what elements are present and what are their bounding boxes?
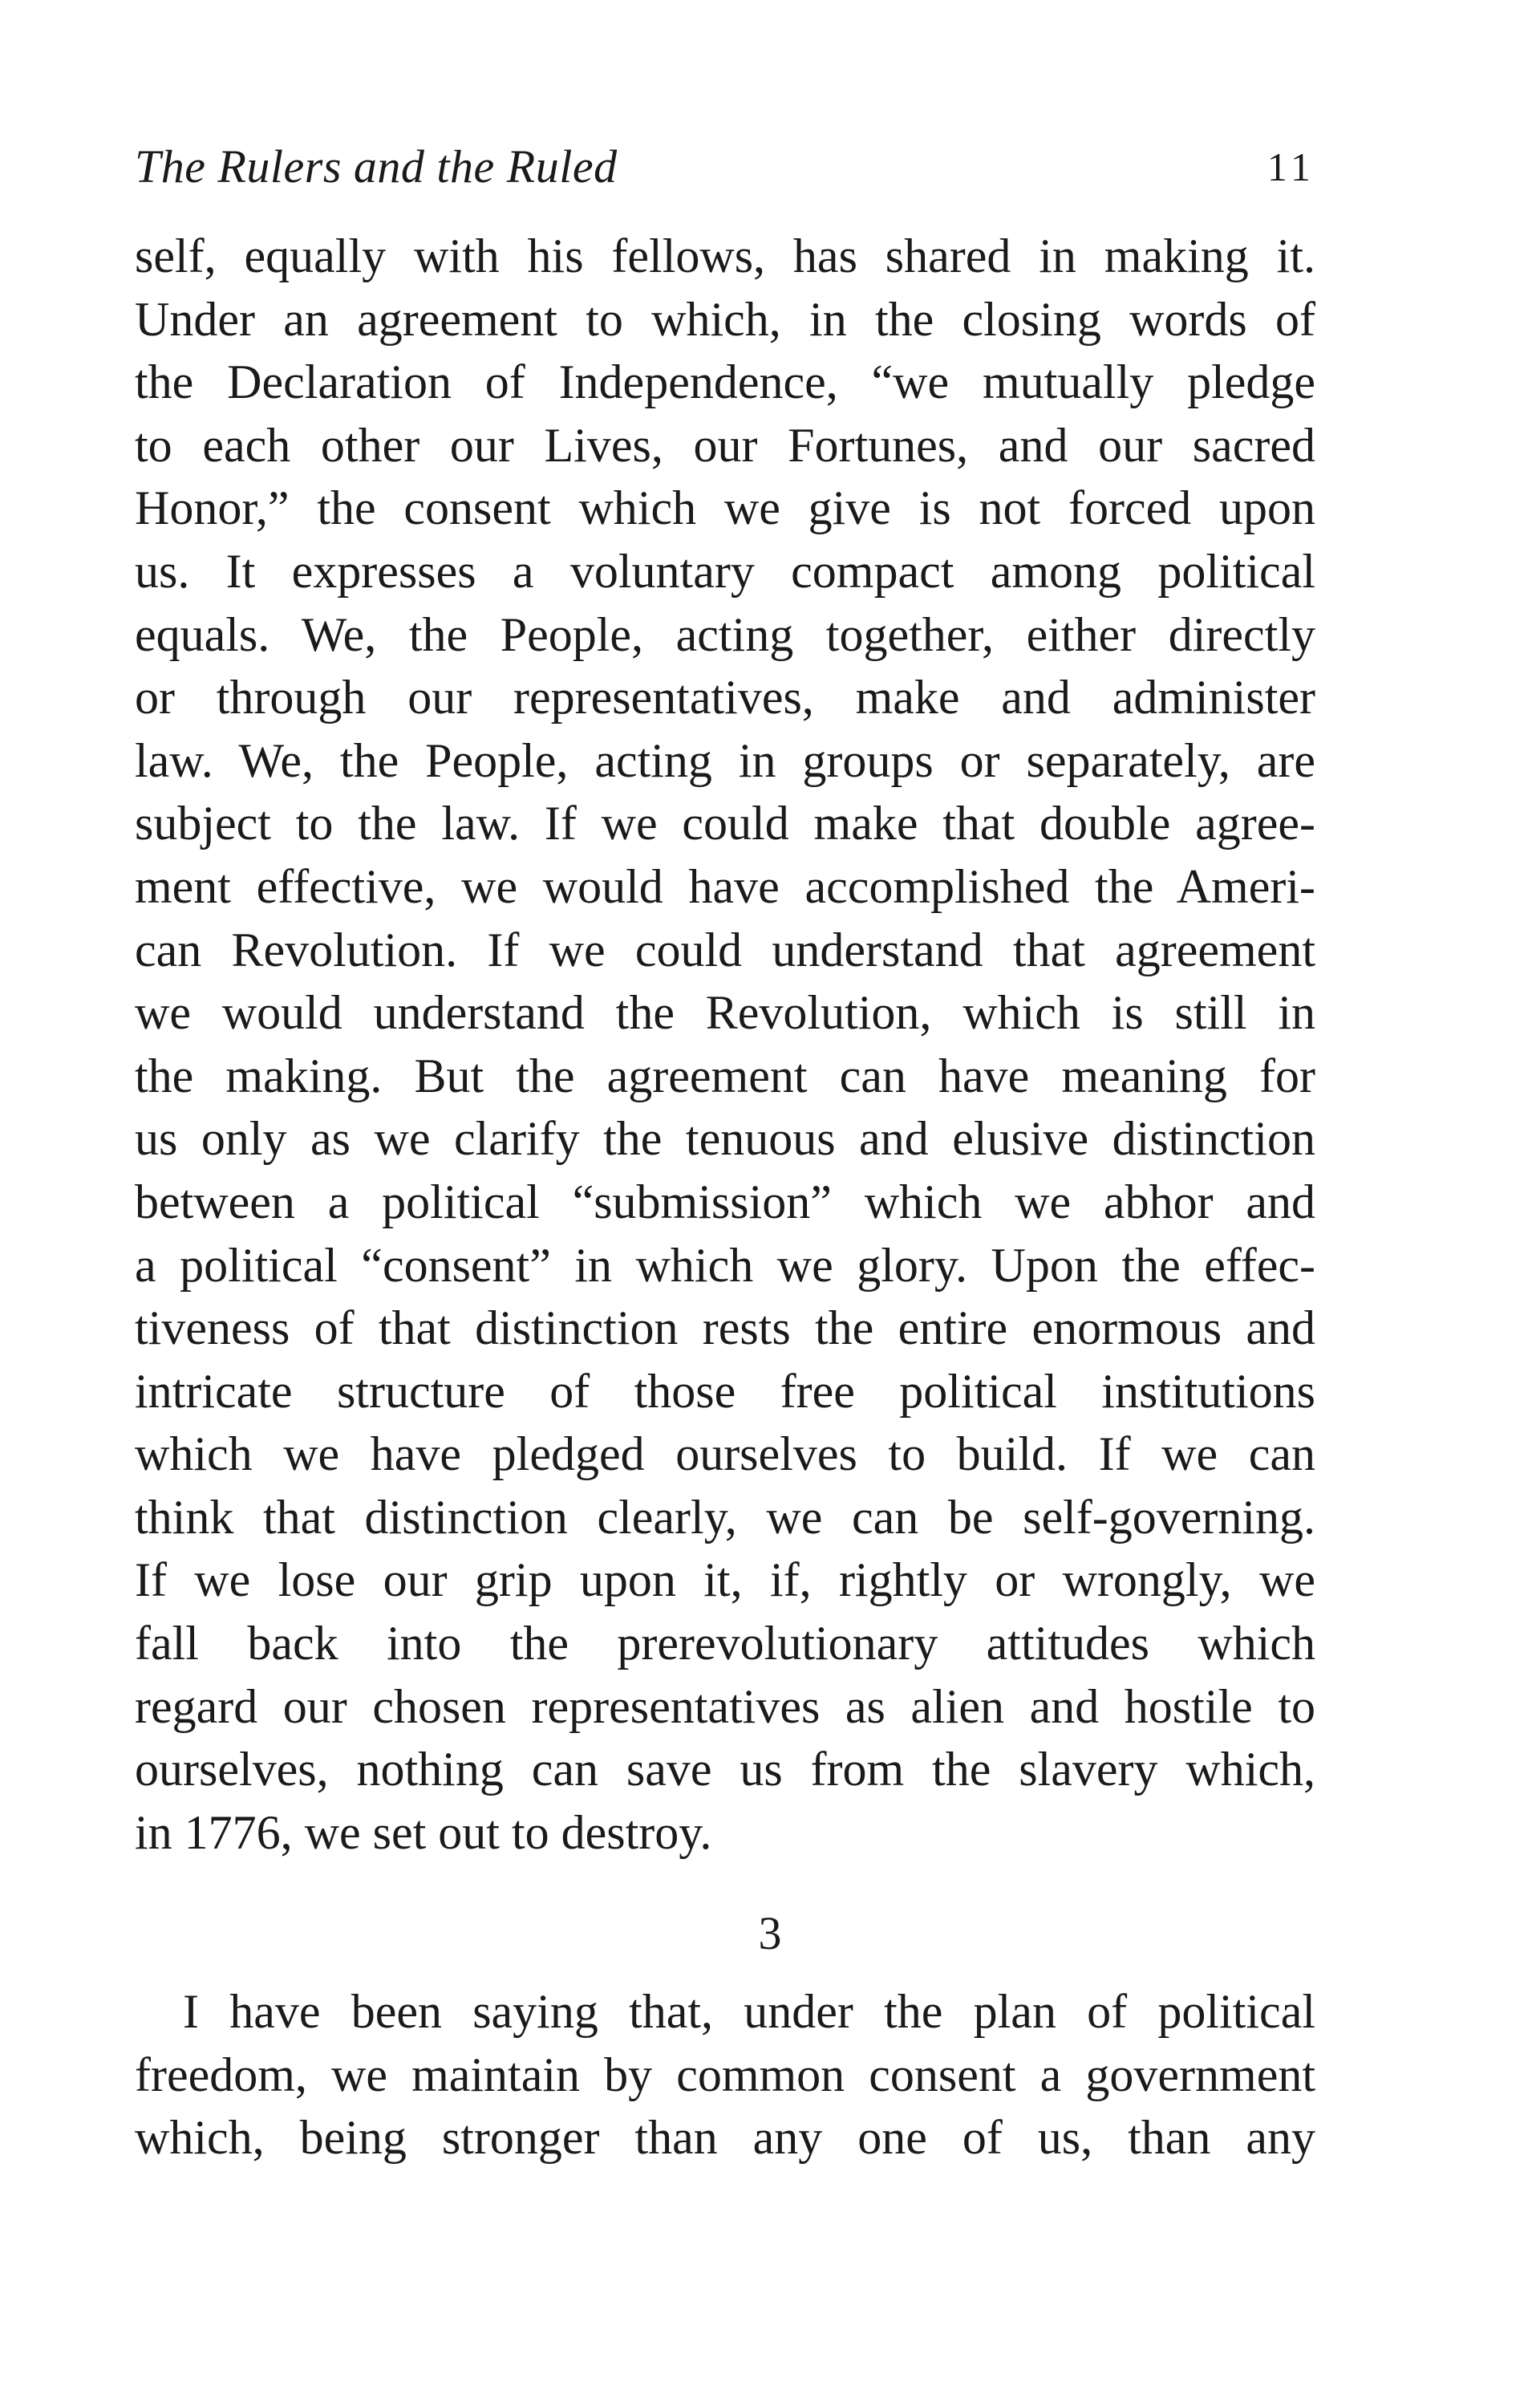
text-line: Honor,” the consent which we give is not forced upon [135,481,1315,535]
text-line: can Revolution. If we could understand that agreement [135,923,1315,976]
text-line: If we lose our grip upon it, if, rightly or wrongly, we [135,1553,1315,1607]
section-number: 3 [758,1907,782,1959]
text-line: which, being stronger than any one of us, than any [135,2111,1315,2165]
text-line: the making. But the agreement can have meaning for [135,1049,1315,1102]
text-line: law. We, the People, acting in groups or separately, are [135,733,1315,787]
text-line: subject to the law. If we could make that double agree- [135,797,1315,850]
paragraph-2 [135,1980,1315,2170]
text-line: ment effective, we would have accomplished the Ameri- [135,859,1315,913]
text-line: regard our chosen representatives as alien and hostile to [135,1679,1315,1733]
text-line: Under an agreement to which, in the closing words of [135,292,1315,346]
paragraph-1 [135,225,1315,1864]
text-line: we would understand the Revolution, which is still in [135,986,1315,1040]
running-head-title: The Rulers and the Ruled [135,140,618,193]
text-line: equals. We, the People, acting together, either directly [135,607,1315,661]
text-line: freedom, we maintain by common consent a government [135,2048,1315,2101]
running-head [135,135,1315,199]
text-line: tiveness of that distinction rests the entire enormous and [135,1301,1315,1355]
text-line: fall back into the prerevolutionary attitudes which [135,1617,1315,1670]
text-line: us only as we clarify the tenuous and elusive distinction [135,1112,1315,1166]
text-line: think that distinction clearly, we can be self-governing. [135,1490,1315,1544]
text-line: between a political “submission” which we abhor and [135,1175,1315,1228]
text-line: the Declaration of Independence, “we mutually pledge [135,355,1315,409]
text-line: to each other our Lives, our Fortunes, and our sacred [135,418,1315,472]
text-line: in 1776, we set out to destroy. [135,1805,712,1859]
text-line: us. It expresses a voluntary compact among political [135,544,1315,598]
page-number: 11 [1266,144,1315,189]
text-line: I have been saying that, under the plan of political [183,1985,1315,2038]
text-line: self, equally with his fellows, has shared in making it. [135,229,1315,282]
text-line: intricate structure of those free political institutions [135,1364,1315,1418]
text-line: which we have pledged ourselves to build. If we can [135,1427,1315,1481]
text-line: ourselves, nothing can save us from the slavery which, [135,1743,1315,1796]
text-line: or through our representatives, make and administer [135,671,1315,725]
text-line: a political “consent” in which we glory. Upon the effec- [135,1238,1315,1292]
